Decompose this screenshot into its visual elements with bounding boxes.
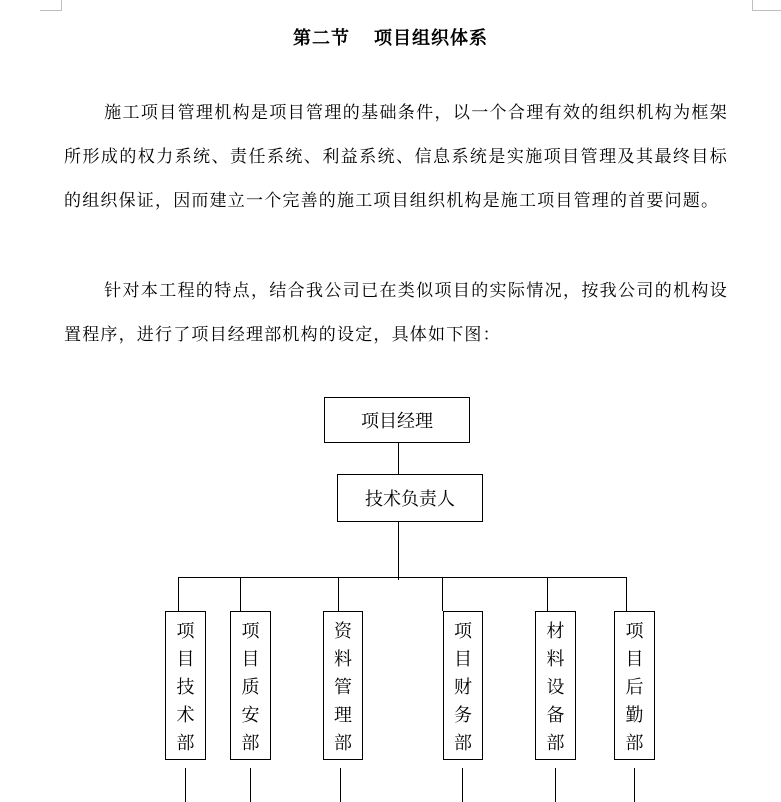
page-corner-mark-right — [752, 0, 781, 11]
paragraph-setup — [64, 269, 728, 357]
connector-below-dept-4 — [462, 768, 463, 802]
connector-dept-6 — [626, 577, 627, 611]
connector-below-dept-6 — [634, 768, 635, 802]
section-title: 项目组织体系 — [374, 28, 488, 49]
org-box-dept-quality-safety — [230, 611, 271, 760]
dept-label: 项 目 技 术 部 — [176, 621, 195, 754]
org-box-dept-technical — [165, 611, 206, 760]
paragraph-intro — [64, 91, 728, 223]
connector-below-dept-5 — [555, 768, 556, 802]
section-number: 第二节 — [293, 28, 350, 49]
org-box-dept-logistics — [614, 611, 655, 760]
dept-label: 项 目 财 务 部 — [454, 621, 472, 754]
org-box-dept-materials — [535, 611, 576, 760]
org-box-technical-lead: 技术负责人 — [337, 474, 483, 522]
dept-label: 项 目 质 安 部 — [241, 621, 260, 754]
paragraph-setup-text: 针对本工程的特点，结合我公司已在类似项目的实际情况，按我公司的机构设置程序，进行了项目经理部机构的设定，具体如下图： — [64, 281, 728, 345]
connector-dept-1 — [178, 577, 179, 611]
paragraph-intro-text: 施工项目管理机构是项目管理的基础条件，以一个合理有效的组织机构为框架所形成的权力系统、责任系统、利益系统、信息系统是实施项目管理及其最终目标的组织保证，因而建立一个完善的施工项目组织机构是施工项目管理的首要问题。 — [64, 103, 728, 211]
connector-dept-4 — [442, 577, 443, 611]
section-heading — [0, 24, 781, 50]
connector-dept-2 — [240, 577, 241, 611]
dept-label: 项 目 后 勤 部 — [625, 621, 644, 754]
connector-below-dept-3 — [340, 768, 341, 802]
org-box-project-manager: 项目经理 — [324, 397, 470, 443]
page-corner-mark-left — [40, 0, 62, 11]
connector-dept-5 — [547, 577, 548, 611]
dept-label: 材 料 设 备 部 — [546, 621, 565, 754]
org-box-dept-finance — [443, 611, 483, 760]
dept-label: 资 料 管 理 部 — [334, 621, 352, 754]
connector-below-dept-2 — [250, 768, 251, 802]
connector-horizontal-bus — [178, 577, 627, 578]
connector-pm-tech — [398, 443, 399, 474]
connector-dept-3 — [338, 577, 339, 611]
connector-tech-bus — [398, 522, 399, 580]
org-box-dept-documents — [323, 611, 363, 760]
connector-below-dept-1 — [185, 768, 186, 802]
